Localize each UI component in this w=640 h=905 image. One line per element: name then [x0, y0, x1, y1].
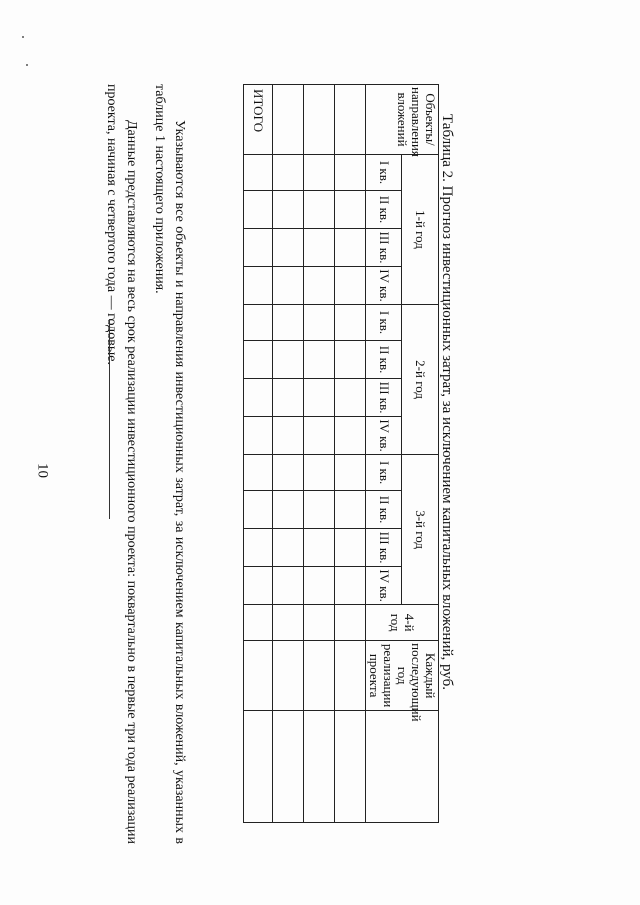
table-cell	[273, 229, 304, 267]
table-cell	[273, 85, 304, 155]
table-caption: Таблица 2. Прогноз инвестиционных затрат, за исключением капитальных вложений, руб.	[439, 114, 455, 690]
page-number: 10	[34, 463, 51, 478]
year1-header: 1-й год	[402, 155, 439, 305]
table-cell	[244, 641, 273, 711]
table-cell	[304, 379, 335, 417]
table-cell	[244, 341, 273, 379]
total-label: ИТОГО	[244, 85, 273, 155]
table-cell	[304, 417, 335, 455]
table-cell	[244, 229, 273, 267]
table-cell	[244, 455, 273, 491]
table-cell	[335, 229, 366, 267]
table-cell	[273, 155, 304, 191]
quarter-header: II кв.	[366, 491, 403, 529]
table-cell	[304, 605, 335, 641]
scan-speck	[26, 64, 28, 66]
table-cell	[273, 267, 304, 305]
table-cell	[304, 529, 335, 567]
scan-speck	[22, 36, 24, 38]
table-cell	[244, 567, 273, 605]
table-cell	[273, 567, 304, 605]
table-cell	[304, 267, 335, 305]
quarter-header: I кв.	[366, 455, 403, 491]
table-cell	[335, 455, 366, 491]
table-cell	[335, 641, 366, 711]
table-cell	[335, 529, 366, 567]
quarter-header: IV кв.	[366, 567, 403, 605]
paragraph-objects: Указываются все объекты и направления инвестиционных затрат, за исключением капитальных вложений, указанных в таблице 1 настоящего приложения.	[152, 84, 187, 844]
table-cell	[304, 711, 335, 823]
table-cell	[273, 341, 304, 379]
quarter-header: I кв.	[366, 155, 403, 191]
year3-header: 3-й год	[402, 455, 439, 605]
quarter-header: III кв.	[366, 229, 403, 267]
table-cell	[273, 191, 304, 229]
table-cell	[304, 455, 335, 491]
table-cell	[273, 491, 304, 529]
table-cell	[273, 417, 304, 455]
table-cell	[244, 155, 273, 191]
table-cell	[244, 379, 273, 417]
table-cell	[335, 341, 366, 379]
table-cell	[244, 305, 273, 341]
quarter-header: IV кв.	[366, 417, 403, 455]
table-cell	[244, 191, 273, 229]
table-cell	[273, 605, 304, 641]
table-cell	[304, 491, 335, 529]
table-cell	[335, 155, 366, 191]
table-cell	[273, 711, 304, 823]
table-cell	[304, 567, 335, 605]
total-row	[244, 85, 273, 823]
table-cell	[244, 491, 273, 529]
table-cell	[335, 191, 366, 229]
table-cell	[244, 417, 273, 455]
investment-forecast-table	[243, 84, 439, 823]
table-cell	[244, 529, 273, 567]
each-next-year-header: Каждый последующий год реализации проекта	[366, 641, 439, 711]
table-cell	[244, 711, 273, 823]
quarter-header: III кв.	[366, 529, 403, 567]
blank-header	[366, 711, 439, 823]
quarter-header: II кв.	[366, 341, 403, 379]
table-cell	[304, 155, 335, 191]
table-cell	[335, 417, 366, 455]
rotated-sheet	[95, 84, 455, 864]
closing-rule	[109, 319, 110, 519]
table-cell	[244, 605, 273, 641]
table-cell	[335, 267, 366, 305]
quarter-header: I кв.	[366, 305, 403, 341]
objects-header: Объекты/ направления вложений	[366, 85, 439, 155]
table-cell	[335, 85, 366, 155]
table-row	[335, 85, 366, 823]
table-cell	[335, 711, 366, 823]
table-cell	[273, 455, 304, 491]
table-cell	[304, 85, 335, 155]
table-cell	[335, 605, 366, 641]
quarter-header: II кв.	[366, 191, 403, 229]
year2-header: 2-й год	[402, 305, 439, 455]
table-cell	[304, 305, 335, 341]
header-row-years	[402, 85, 439, 823]
table-row	[304, 85, 335, 823]
table-cell	[335, 379, 366, 417]
table-cell	[273, 379, 304, 417]
table-cell	[244, 267, 273, 305]
table-cell	[304, 191, 335, 229]
table-cell	[273, 641, 304, 711]
table-cell	[304, 641, 335, 711]
table-cell	[335, 305, 366, 341]
table-cell	[335, 491, 366, 529]
table-cell	[304, 341, 335, 379]
table-cell	[304, 229, 335, 267]
year4-header: 4-й год	[366, 605, 439, 641]
table-row	[273, 85, 304, 823]
table-cell	[273, 529, 304, 567]
quarter-header: III кв.	[366, 379, 403, 417]
table-cell	[273, 305, 304, 341]
paragraph-periods: Данные представляются на весь срок реализации инвестиционного проекта: поквартально в первые три года реализации проекта, начиная с четвертого года — годовые.	[104, 84, 139, 844]
table-cell	[335, 567, 366, 605]
quarter-header: IV кв.	[366, 267, 403, 305]
